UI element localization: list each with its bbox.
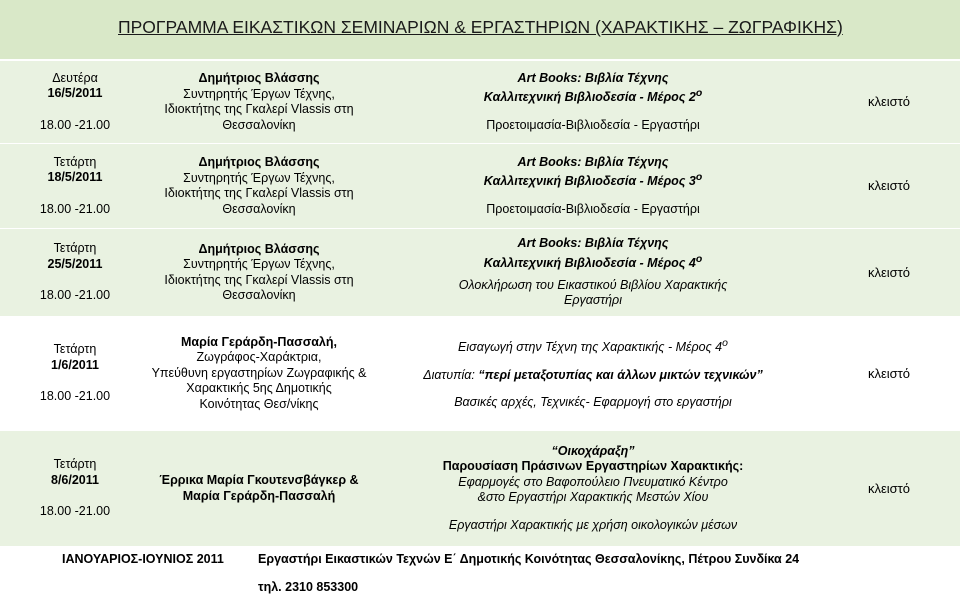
topic-cell [368, 144, 818, 228]
topic-line: Διατυπία: “περί μεταξοτυπίας και άλλων μικτών τεχνικών” [423, 367, 763, 382]
instructor-role: Θεσσαλονίκη [222, 117, 296, 132]
date-label: 18/5/2011 [47, 170, 103, 185]
topic-title: Art Books: Βιβλία Τέχνης [517, 236, 669, 251]
topic-subtitle: Παρουσίαση Πράσινων Εργαστηρίων Χαρακτικής: [442, 459, 744, 474]
date-cell [0, 229, 150, 316]
status-cell [818, 229, 960, 316]
instructor-cell [150, 317, 368, 430]
topic-subtitle: Καλλιτεχνική Βιβλιοδεσία - Μέρος $2^o$ [483, 88, 703, 105]
instructor-role: Συντηρητής Έργων Τέχνης, [183, 170, 335, 185]
date-label: 25/5/2011 [47, 256, 103, 271]
instructor-name: Δημήτριος Βλάσσης [198, 241, 320, 256]
status-cell [818, 317, 960, 430]
instructor-name: Έρρικα Μαρία Γκουτενσβάγκερ & [159, 473, 359, 487]
instructor-role: Θεσσαλονίκη [222, 201, 296, 216]
time-label: 18.00 -21.00 [39, 117, 111, 132]
topic-cell [368, 431, 818, 546]
schedule-row [0, 228, 960, 316]
date-cell [0, 61, 150, 143]
instructor-role: Χαρακτικής 5ης Δημοτικής [186, 381, 332, 396]
topic-subtitle: Καλλιτεχνική Βιβλιοδεσία - Μέρος $3^o$ [483, 172, 703, 189]
page-title: ΠΡΟΓΡΑΜΜΑ ΕΙΚΑΣΤΙΚΩΝ ΣΕΜΙΝΑΡΙΩΝ & ΕΡΓΑΣΤΗΡΙΩΝ (ΧΑΡΑΚΤΙΚΗΣ – ΖΩΓΡΑΦΙΚΗΣ) [118, 17, 843, 37]
topic-subtitle: Καλλιτεχνική Βιβλιοδεσία - Μέρος $4^o$ [483, 253, 703, 271]
instructor-cell [150, 144, 368, 228]
instructor-role: Συντηρητής Έργων Τέχνης, [183, 257, 335, 271]
topic-line: Εφαρμογές στο Βαφοπούλειο Πνευματικό Κέντρο [458, 474, 728, 489]
day-label: Τετάρτη [53, 241, 97, 256]
instructor-cell [150, 61, 368, 143]
day-label: Δευτέρα [52, 70, 98, 85]
schedule-row [0, 316, 960, 430]
date-cell [0, 144, 150, 228]
title-band [0, 0, 960, 60]
status-label: κλειστό [867, 480, 911, 496]
instructor-role: Ιδιοκτήτης της Γκαλερί Vlassis στη [164, 102, 354, 116]
instructor-name: Δημήτριος Βλάσσης [198, 155, 320, 169]
topic-cell [368, 229, 818, 316]
status-cell [818, 431, 960, 546]
schedule-row [0, 60, 960, 143]
instructor-name: Μαρία Γεράρδη-Πασσαλή [182, 488, 336, 503]
instructor-role: Ιδιοκτήτης της Γκαλερί Vlassis στη [164, 186, 354, 200]
instructor-cell [150, 229, 368, 316]
topic-title: Εισαγωγή στην Τέχνη της Χαρακτικής - Μέρος $4^o$ [458, 338, 728, 355]
instructor-cell [150, 431, 368, 546]
topic-detail: Εργαστήρι [564, 293, 622, 308]
topic-detail: Βασικές αρχές, Τεχνικές- Εφαρμογή στο εργαστήρι [454, 395, 732, 410]
schedule-row [0, 430, 960, 546]
topic-title: Art Books: Βιβλία Τέχνης [517, 154, 669, 169]
instructor-role: Συντηρητής Έργων Τέχνης, [183, 86, 335, 101]
status-cell [818, 61, 960, 143]
status-cell [818, 144, 960, 228]
topic-detail: Προετοιμασία-Βιβλιοδεσία - Εργαστήρι [486, 117, 700, 132]
date-label: 16/5/2011 [47, 86, 103, 101]
instructor-name: Δημήτριος Βλάσσης [198, 71, 320, 85]
date-label: 8/6/2011 [51, 472, 99, 487]
time-label: 18.00 -21.00 [39, 389, 111, 404]
date-cell [0, 431, 150, 546]
topic-detail: Προετοιμασία-Βιβλιοδεσία - Εργαστήρι [486, 201, 700, 216]
date-label: 1/6/2011 [51, 357, 99, 372]
instructor-role: Ζωγράφος-Χαράκτρια, [196, 350, 322, 365]
day-label: Τετάρτη [53, 154, 97, 169]
status-label: κλειστό [867, 94, 911, 110]
day-label: Τετάρτη [53, 457, 97, 472]
time-label: 18.00 -21.00 [39, 504, 111, 519]
day-label: Τετάρτη [53, 342, 97, 357]
time-label: 18.00 -21.00 [39, 288, 111, 303]
instructor-role: Θεσσαλονίκη [222, 288, 296, 302]
footer-phone: τηλ. 2310 853300 [258, 580, 359, 594]
topic-line: &στο Εργαστήρι Χαρακτικής Μεστών Χίου [477, 490, 709, 505]
status-label: κλειστό [867, 178, 911, 194]
instructor-role: Υπεύθυνη εργαστηρίων Ζωγραφικής & [151, 365, 367, 380]
footer-organization: Εργαστήρι Εικαστικών Τεχνών Ε΄ Δημοτικής Κοινότητας Θεσσαλονίκης, Πέτρου Συνδίκα 24 [258, 552, 800, 566]
topic-cell [368, 61, 818, 143]
footer-period: ΙΑΝΟΥΑΡΙΟΣ-ΙΟΥΝΙΟΣ 2011 [62, 552, 224, 566]
instructor-role: Ιδιοκτήτης της Γκαλερί Vlassis στη [164, 272, 354, 287]
status-label: κλειστό [867, 365, 911, 381]
schedule-row [0, 143, 960, 228]
topic-title: “Οικοχάραξη” [551, 443, 635, 458]
date-cell [0, 317, 150, 430]
time-label: 18.00 -21.00 [39, 201, 111, 216]
instructor-role: Κοινότητας Θεσ/νίκης [199, 396, 319, 411]
instructor-name: Μαρία Γεράρδη-Πασσαλή, [181, 334, 337, 349]
topic-title: Art Books: Βιβλία Τέχνης [517, 70, 669, 85]
topic-detail: Ολοκλήρωση του Εικαστικού Βιβλίου Χαρακτικής [458, 277, 728, 292]
status-label: κλειστό [867, 264, 911, 280]
topic-cell [368, 317, 818, 430]
topic-detail: Εργαστήρι Χαρακτικής με χρήση οικολογικών μέσων [448, 517, 738, 532]
